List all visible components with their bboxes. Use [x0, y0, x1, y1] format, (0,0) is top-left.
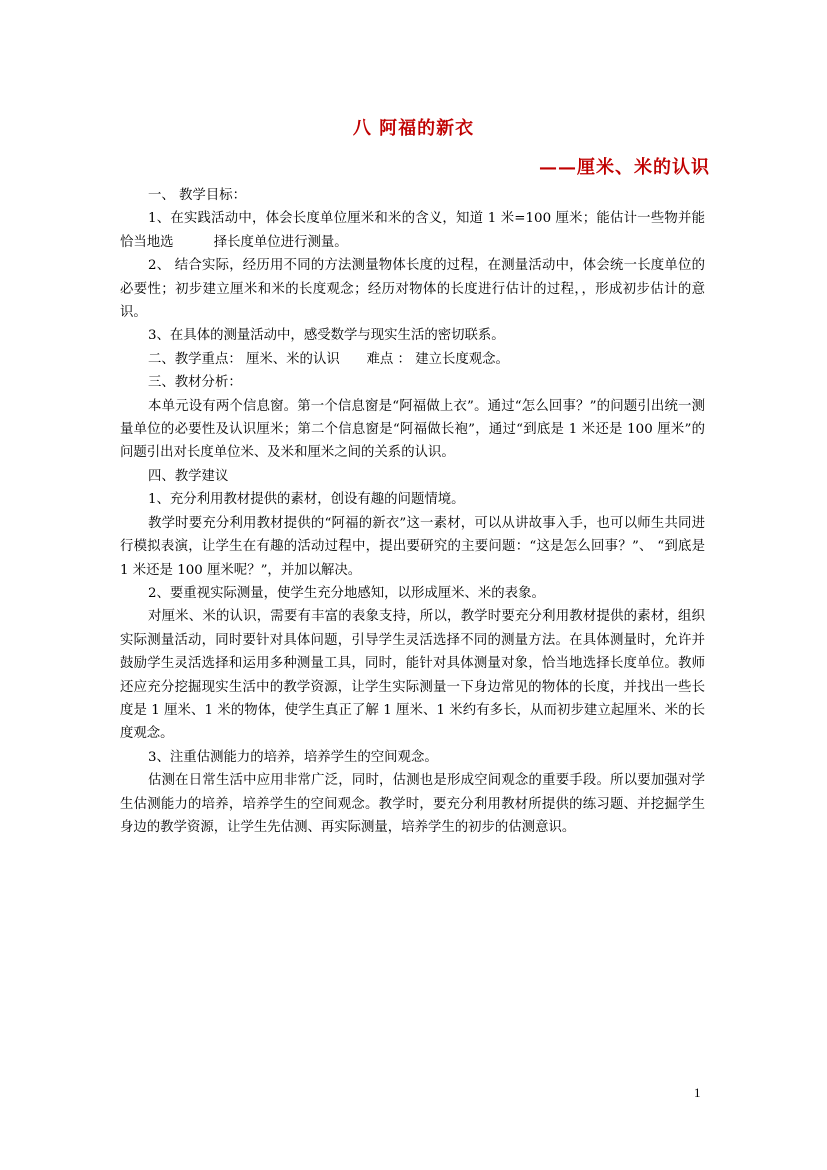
objective-item-2: 2、 结合实际，经历用不同的方法测量物体长度的过程，在测量活动中，体会统一长度单位的必要性；初步建立厘米和米的长度观念；经历对物体的长度进行估计的过程，，形成初步估计的意识。 [120, 258, 705, 321]
section-heading-key-points: 二、教学重点： 厘米、米的认识 难点 ： 建立长度观念。 [148, 351, 509, 367]
document-title: 八 阿福的新衣 [352, 118, 475, 139]
suggestion-item-1: 1、充分利用教材提供的素材，创设有趣的问题情境。 [148, 492, 465, 508]
suggestion-item-3: 3、注重估测能力的培养，培养学生的空间观念。 [148, 749, 438, 765]
section-heading-objectives: 一、 教学目标： [148, 188, 246, 203]
page-number: 1 [694, 1085, 701, 1100]
objective-item-1: 1、在实践活动中，体会长度单位厘米和米的含义，知道 1 米=100 厘米；能估计一些物并能恰当地选 择长度单位进行测量。 [120, 211, 705, 250]
document-body [120, 184, 705, 839]
suggestion-paragraph-1: 教学时要充分利用教材提供的“阿福的新衣”这一素材，可以从讲故事入手，也可以师生共同进行模拟表演，让学生在有趣的活动过程中，提出要研究的主要问题：“这是怎么回事？”、 “到底是 1 米还是 100 厘米呢？”，并加以解决。 [120, 515, 705, 578]
objective-item-3: 3、在具体的测量活动中，感受数学与现实生活的密切联系。 [148, 328, 505, 344]
material-analysis-paragraph: 本单元设有两个信息窗。第一个信息窗是“阿福做上衣”。通过“怎么回事？”的问题引出统一测量单位的必要性及认识厘米；第二个信息窗是“阿福做长袍”，通过“到底是 1 米还是 100 厘米”的问题引出对长度单位米、及米和厘米之间的关系的认识。 [120, 398, 705, 461]
suggestion-paragraph-2: 对厘米、米的认识，需要有丰富的表象支持，所以，教学时要充分利用教材提供的素材，组织实际测量活动，同时要针对具体问题，引导学生灵活选择不同的测量方法。在具体测量时，允许并鼓励学生灵活选择和运用多种测量工具，同时，能针对具体测量对象，恰当地选择长度单位。教师还应充分挖掘现实生活中的教学资源，让学生实际测量一下身边常见的物体的长度，并找出一些长度是 1 厘米、1 米的物体，使学生真正了解 1 厘米、1 米约有多长，从而初步建立起厘米、米的长度观念。 [120, 609, 705, 742]
section-heading-material-analysis: 三、教材分析： [148, 375, 242, 391]
suggestion-item-2: 2、要重视实际测量，使学生充分地感知，以形成厘米、米的表象。 [148, 585, 545, 601]
suggestion-paragraph-3: 估测在日常生活中应用非常广泛，同时，估测也是形成空间观念的重要手段。所以要加强对学生估测能力的培养，培养学生的空间观念。教学时，要充分利用教材所提供的练习题、并挖掘学生身边的教学资源，让学生先估测、再实际测量，培养学生的初步的估测意识。 [120, 773, 705, 835]
section-heading-suggestions: 四、教学建议 [148, 468, 229, 484]
document-subtitle: ——厘米、米的认识 [539, 157, 710, 178]
